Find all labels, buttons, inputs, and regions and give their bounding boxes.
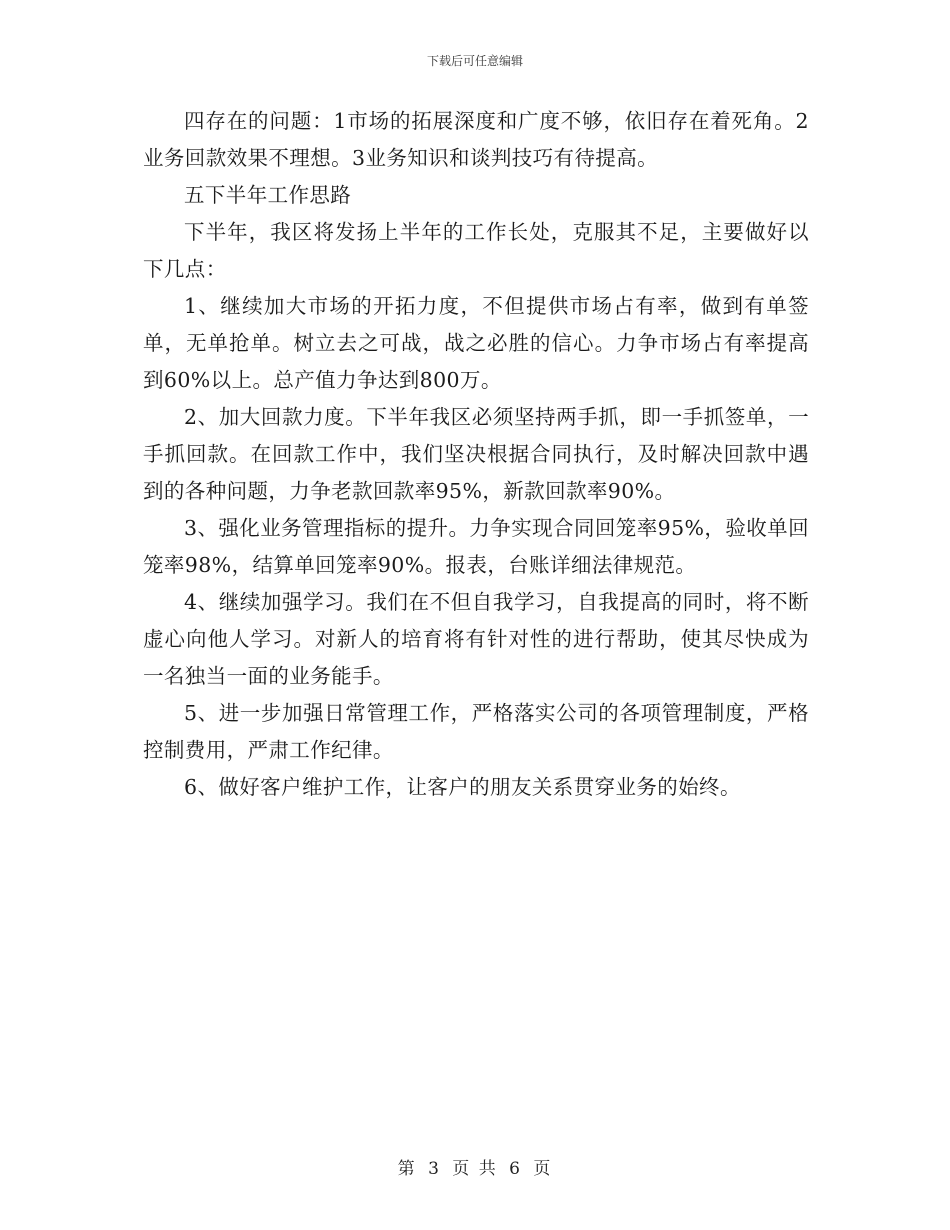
paragraph-item-3: 3、强化业务管理指标的提升。力争实现合同回笼率95%，验收单回笼率98%，结算单回笼率90%。报表，台账详细法律规范。: [143, 516, 809, 577]
page-header-note: 下载后可任意编辑: [426, 54, 523, 68]
paragraph-item-6: 6、做好客户维护工作，让客户的朋友关系贯穿业务的始终。: [184, 775, 741, 799]
paragraph-item-1: 1、继续加大市场的开拓力度，不但提供市场占有率，做到有单签单，无单抢单。树立去之可战，战之必胜的信心。力争市场占有率提高到60%以上。总产值力争达到800万。: [143, 294, 809, 392]
paragraph-intro: 下半年，我区将发扬上半年的工作长处，克服其不足，主要做好以下几点：: [143, 220, 809, 281]
paragraph-item-4: 4、继续加强学习。我们在不但自我学习，自我提高的同时，将不断虚心向他人学习。对新人的培育将有针对性的进行帮助，使其尽快成为一名独当一面的业务能手。: [143, 590, 809, 688]
section-heading-plan: 五下半年工作思路: [184, 183, 352, 207]
page-prefix: 第: [397, 1159, 417, 1179]
page-mid-text: 页 共: [452, 1159, 498, 1179]
page-number-footer: [0, 1154, 950, 1179]
document-body: [143, 103, 809, 806]
total-pages-number: 6: [509, 1159, 522, 1179]
paragraph-item-5: 5、进一步加强日常管理工作，严格落实公司的各项管理制度，严格控制费用，严肃工作纪律。: [143, 701, 809, 762]
current-page-number: 3: [428, 1159, 441, 1179]
page-suffix: 页: [533, 1159, 553, 1179]
paragraph-problems: 四存在的问题：1市场的拓展深度和广度不够，依旧存在着死角。2业务回款效果不理想。3业务知识和谈判技巧有待提高。: [143, 109, 809, 170]
paragraph-item-2: 2、加大回款力度。下半年我区必须坚持两手抓，即一手抓签单，一手抓回款。在回款工作中，我们坚决根据合同执行，及时解决回款中遇到的各种问题，力争老款回款率95%，新款回款率90%。: [143, 405, 809, 503]
